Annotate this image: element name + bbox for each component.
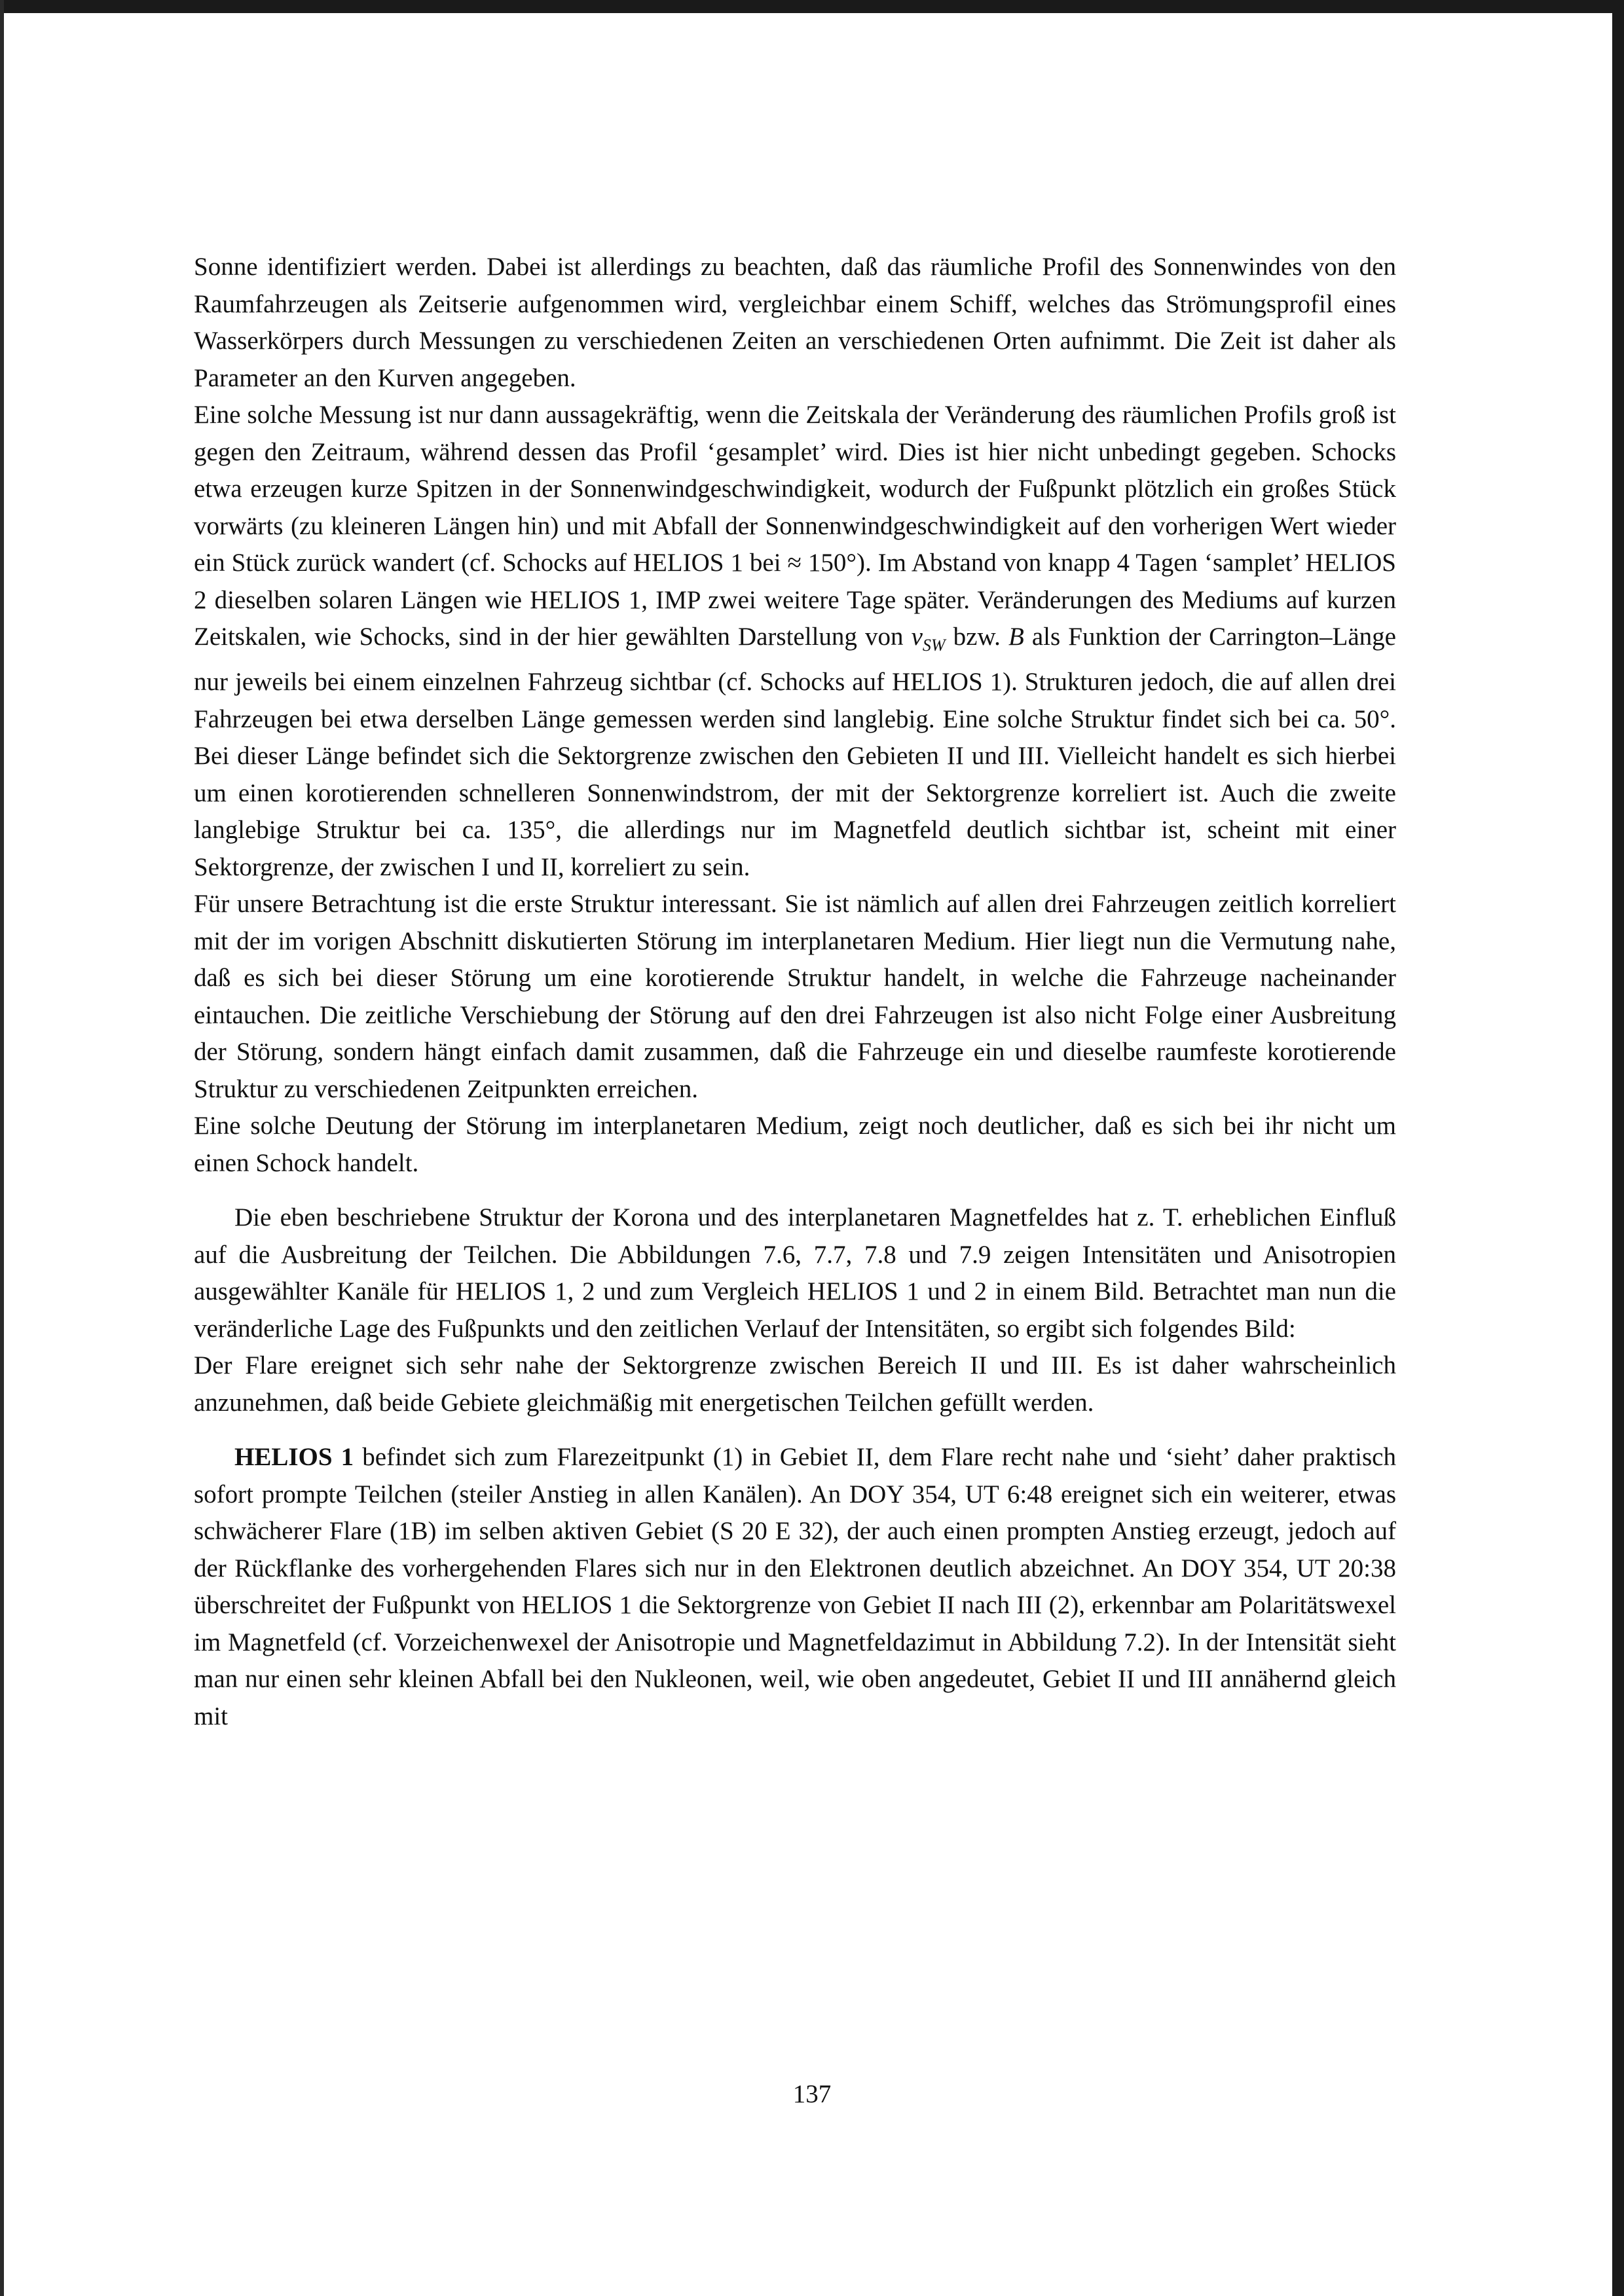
- paragraph-2-text-b: bzw.: [945, 623, 1008, 651]
- paragraph-7-text: befindet sich zum Flarezeitpunkt (1) in Gebiet II, dem Flare recht nahe und ‘sieht’ daher praktisch sofort prompte Teilchen (steiler Anstieg in allen Kanälen). An DOY 354, UT 6:48 ereignet sich ein weiterer, etwas schwächerer Flare (1B) im selben aktiven Gebiet (S 20 E 32), der auch einen prompten Anstieg erzeugt, jedoch auf der Rückflanke des vorhergehenden Flares sich nur in den Elektronen deutlich abzeichnet. An DOY 354, UT 20:38 überschreitet der Fußpunkt von HELIOS 1 die Sektorgrenze von Gebiet II nach III (2), erkennbar am Polaritätswexel im Magnetfeld (cf. Vorzeichenwexel der Anisotropie und Magnetfeldazimut in Abbildung 7.2). In der Intensität sieht man nur einen sehr kleinen Abfall bei den Nukleonen, weil, wie oben angedeutet, Gebiet II und III annähernd gleich mit: [194, 1443, 1396, 1730]
- page-body: [194, 249, 1396, 1735]
- paragraph-5: Die eben beschriebene Struktur der Korona und des interplanetaren Magnetfeldes hat z. T. erheblichen Einfluß auf die Ausbreitung der Teilchen. Die Abbildungen 7.6, 7.7, 7.8 und 7.9 zeigen Intensitäten und Anisotropien ausgewählter Kanäle für HELIOS 1, 2 und zum Vergleich HELIOS 1 und 2 in einem Bild. Betrachtet man nun die veränderliche Lage des Fußpunkts und den zeitlichen Verlauf der Intensitäten, so ergibt sich folgendes Bild:: [194, 1203, 1396, 1343]
- paragraph-2-text-a: Eine solche Messung ist nur dann aussagekräftig, wenn die Zeitskala der Veränderung des räumlichen Profils groß ist gegen den Zeitraum, während dessen das Profil ‘gesamplet’ wird. Dies ist hier nicht unbedingt gegeben. Schocks etwa erzeugen kurze Spitzen in der Sonnenwindgeschwindigkeit, wodurch der Fußpunkt plötzlich ein großes Stück vorwärts (zu kleineren Längen hin) und mit Abfall der Sonnenwindgeschwindigkeit auf den vorherigen Wert wieder ein Stück zurück wandert (cf. Schocks auf HELIOS 1 bei ≈ 150°). Im Abstand von knapp 4 Tagen ‘samplet’ HELIOS 2 dieselben solaren Längen wie HELIOS 1, IMP zwei weitere Tage später. Veränderungen des Mediums auf kurzen Zeitskalen, wie Schocks, sind in der hier gewählten Darstellung von: [194, 401, 1396, 651]
- scan-border-left: [0, 0, 4, 2296]
- paragraph-4: Eine solche Deutung der Störung im interplanetaren Medium, zeigt noch deutlicher, daß es sich bei ihr nicht um einen Schock handelt.: [194, 1112, 1396, 1177]
- page-number: 137: [792, 2080, 832, 2108]
- paragraph-6: Der Flare ereignet sich sehr nahe der Sektorgrenze zwischen Bereich II und III. Es ist daher wahrscheinlich anzunehmen, daß beide Gebiete gleichmäßig mit energetischen Teilchen gefüllt werden.: [194, 1351, 1396, 1417]
- paragraph-1: Sonne identifiziert werden. Dabei ist allerdings zu beachten, daß das räumliche Profil des Sonnenwindes von den Raumfahrzeugen als Zeitserie aufgenommen wird, vergleichbar einem Schiff, welches das Strömungsprofil eines Wasserkörpers durch Messungen zu verschiedenen Zeiten an verschiedenen Orten aufnimmt. Die Zeit ist daher als Parameter an den Kurven angegeben.: [194, 253, 1396, 392]
- scan-border-top: [0, 0, 1624, 13]
- vsw-subscript: SW: [922, 635, 946, 655]
- scan-border-right: [1612, 0, 1624, 2296]
- vsw-symbol: v: [911, 623, 923, 651]
- paragraph-7: [194, 1439, 1396, 1735]
- paragraph-3: Für unsere Betrachtung ist die erste Struktur interessant. Sie ist nämlich auf allen drei Fahrzeugen zeitlich korreliert mit der im vorigen Abschnitt diskutierten Störung im interplanetaren Medium. Hier liegt nun die Vermutung nahe, daß es sich bei dieser Störung um eine korotierende Struktur handelt, in welche die Fahrzeuge nacheinander eintauchen. Die zeitliche Verschiebung der Störung auf den drei Fahrzeugen ist also nicht Folge einer Ausbreitung der Störung, sondern hängt einfach damit zusammen, daß die Fahrzeuge ein und dieselbe raumfeste korotierende Struktur zu verschiedenen Zeitpunkten erreichen.: [194, 890, 1396, 1103]
- paragraph-2-text-c: als Funktion der Carrington–Länge nur jeweils bei einem einzelnen Fahrzeug sichtbar (cf. Schocks auf HELIOS 1). Strukturen jedoch, die auf allen drei Fahrzeugen bei etwa derselben Länge gemessen werden sind langlebig. Eine solche Struktur findet sich bei ca. 50°. Bei dieser Länge befindet sich die Sektorgrenze zwischen den Gebieten II und III. Vielleicht handelt es sich hierbei um einen korotierenden schnelleren Sonnenwindstrom, der mit der Sektorgrenze korreliert ist. Auch die zweite langlebige Struktur bei ca. 135°, die allerdings nur im Magnetfeld deutlich sichtbar ist, scheint mit einer Sektorgrenze, der zwischen I und II, korreliert zu sein.: [194, 623, 1396, 881]
- b-symbol: B: [1008, 623, 1024, 651]
- paragraph-2: [194, 397, 1396, 886]
- paragraph-7-lead: HELIOS 1: [234, 1443, 354, 1472]
